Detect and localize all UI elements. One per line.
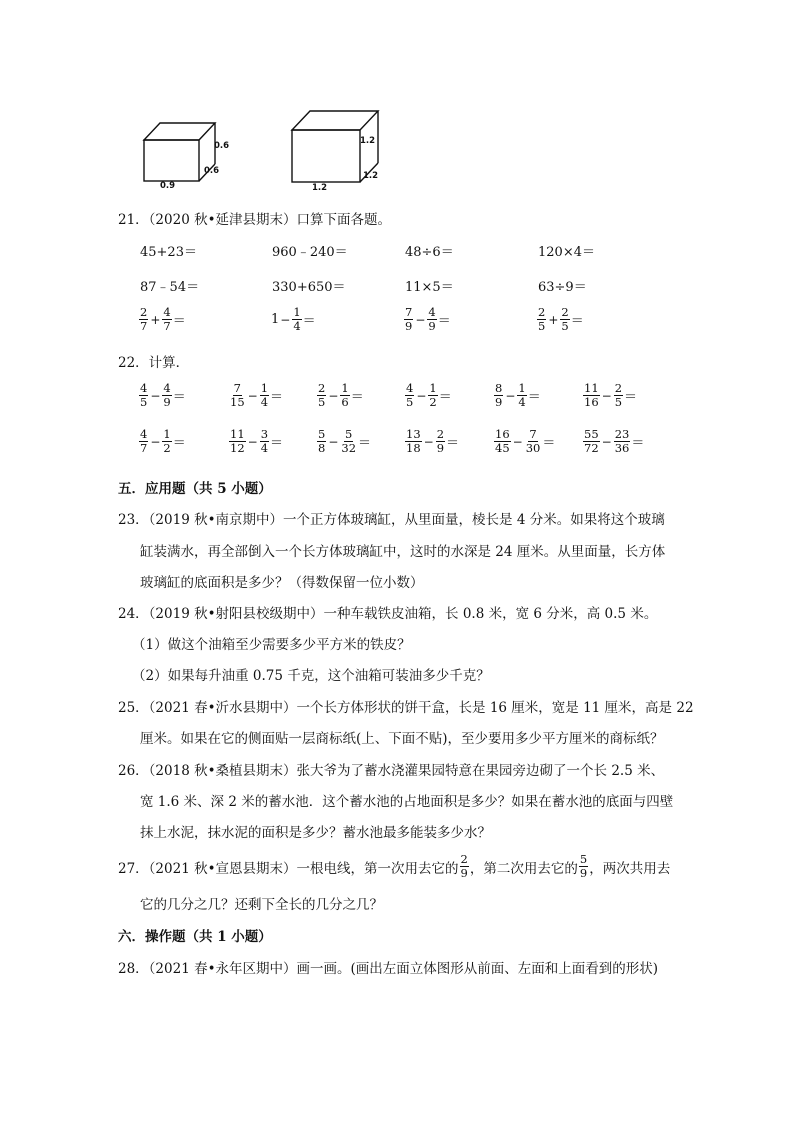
q22-fraction-expr: $\frac{7}{15}$ − $\frac{1}{4}$ ＝ (230, 381, 284, 409)
q21-fraction-expr: 1 − $\frac{1}{4}$ ＝ (271, 305, 316, 333)
q21-heading: 21．（2020 秋•延津县期末）口算下面各题。 (118, 212, 392, 228)
q22-fraction-expr: $\frac{13}{18}$ − $\frac{2}{9}$ ＝ (406, 427, 460, 455)
q25-line-1: 25．（2021 春•沂水县期中）一个长方体形状的饼干盒，长是 16 厘米，宽是 11 厘米，高是 22 (118, 700, 694, 716)
q26-line-1: 26．（2018 秋•桑植县期末）张大爷为了蓄水浇灌果园特意在果园旁边砌了一个长 2.5 米、 (118, 763, 665, 779)
q21-item: 63÷9＝ (538, 280, 587, 295)
q21-item: 45+23＝ (140, 245, 197, 260)
q21-fraction-expr: $\frac{7}{9}$ − $\frac{4}{9}$ ＝ (405, 305, 451, 333)
q22-fraction-expr: $\frac{16}{45}$ − $\frac{7}{30}$ ＝ (495, 427, 556, 455)
q22-fraction-expr: $\frac{2}{5}$ − $\frac{1}{6}$ ＝ (318, 381, 364, 409)
q22-fraction-expr: $\frac{4}{5}$ − $\frac{4}{9}$ ＝ (140, 381, 186, 409)
q24-sub-1: （1）做这个油箱至少需要多少平方米的铁皮？ (132, 637, 411, 653)
q21-fraction-expr: $\frac{2}{5}$ + $\frac{2}{5}$ ＝ (538, 305, 584, 333)
q28-line-1: 28．（2021 春•永年区期中）画一画。(画出左面立体图形从前面、左面和上面看到的形状) (118, 961, 659, 977)
small-cuboid-width-label: 0.6 (204, 166, 220, 176)
q21-item: 87﹣54＝ (140, 280, 200, 295)
cube-width-label: 1.2 (363, 171, 379, 181)
q27-line-1: 27．（2021 秋•宣恩县期末）一根电线，第一次用去它的 $\frac{2}{9}$ ，第二次用去它的 $\frac{5}{9}$ ，两次共用去 (118, 852, 671, 880)
q22-fraction-expr: $\frac{4}{5}$ − $\frac{1}{2}$ ＝ (406, 381, 452, 409)
q21-item: 330+650＝ (272, 280, 346, 295)
section-5-title: 五．应用题（共 5 小题） (118, 481, 272, 497)
q27-line-2: 它的几分之几？还剩下全长的几分之几？ (140, 897, 383, 913)
q24-line-1: 24．（2019 秋•射阳县校级期中）一种车载铁皮油箱，长 0.8 米，宽 6 分米，高 0.5 米。 (118, 606, 658, 622)
q23-line-3: 玻璃缸的底面积是多少？（得数保留一位小数） (140, 575, 424, 591)
q23-line-1: 23．（2019 秋•南京期中）一个正方体玻璃缸，从里面量，棱长是 4 分米。如果将这个玻璃 (118, 512, 665, 528)
q22-row-2 (0, 428, 794, 464)
q22-fraction-expr: $\frac{55}{72}$ − $\frac{23}{36}$ ＝ (584, 427, 645, 455)
small-cuboid-length-label: 0.9 (160, 181, 176, 191)
q22-fraction-expr: $\frac{11}{16}$ − $\frac{2}{5}$ ＝ (584, 381, 638, 409)
q22-heading: 22．计算． (118, 355, 190, 371)
q25-line-2: 厘米。如果在它的侧面贴一层商标纸(上、下面不贴)，至少要用多少平方厘米的商标纸？ (140, 731, 664, 747)
cube-length-label: 1.2 (312, 183, 328, 193)
q22-fraction-expr: $\frac{5}{8}$ − $\frac{5}{32}$ ＝ (318, 427, 372, 455)
q22-fraction-expr: $\frac{11}{12}$ − $\frac{3}{4}$ ＝ (230, 427, 284, 455)
q21-item: 960﹣240＝ (272, 245, 348, 260)
q22-fraction-expr: $\frac{4}{7}$ − $\frac{1}{2}$ ＝ (140, 427, 186, 455)
q21-item: 11×5＝ (405, 280, 454, 295)
q24-sub-2: （2）如果每升油重 0.75 千克，这个油箱可装油多少千克？ (132, 668, 490, 684)
small-cuboid-height-label: 0.6 (214, 141, 230, 151)
q22-fraction-expr: $\frac{8}{9}$ − $\frac{1}{4}$ ＝ (495, 381, 541, 409)
q22-row-1 (0, 382, 794, 418)
q21-fraction-expr: $\frac{2}{7}$ + $\frac{4}{7}$ ＝ (140, 305, 186, 333)
q26-line-2: 宽 1.6 米、深 2 米的蓄水池．这个蓄水池的占地面积是多少？如果在蓄水池的底面与四壁 (140, 794, 674, 810)
cube-height-label: 1.2 (360, 136, 376, 146)
section-6-title: 六．操作题（共 1 小题） (118, 929, 272, 945)
q21-item: 48÷6＝ (405, 245, 454, 260)
q21-item: 120×4＝ (538, 245, 595, 260)
q23-line-2: 缸装满水，再全部倒入一个长方体玻璃缸中，这时的水深是 24 厘米。从里面量，长方体 (140, 544, 666, 560)
q26-line-3: 抹上水泥，抹水泥的面积是多少？蓄水池最多能装多少水？ (140, 825, 491, 841)
